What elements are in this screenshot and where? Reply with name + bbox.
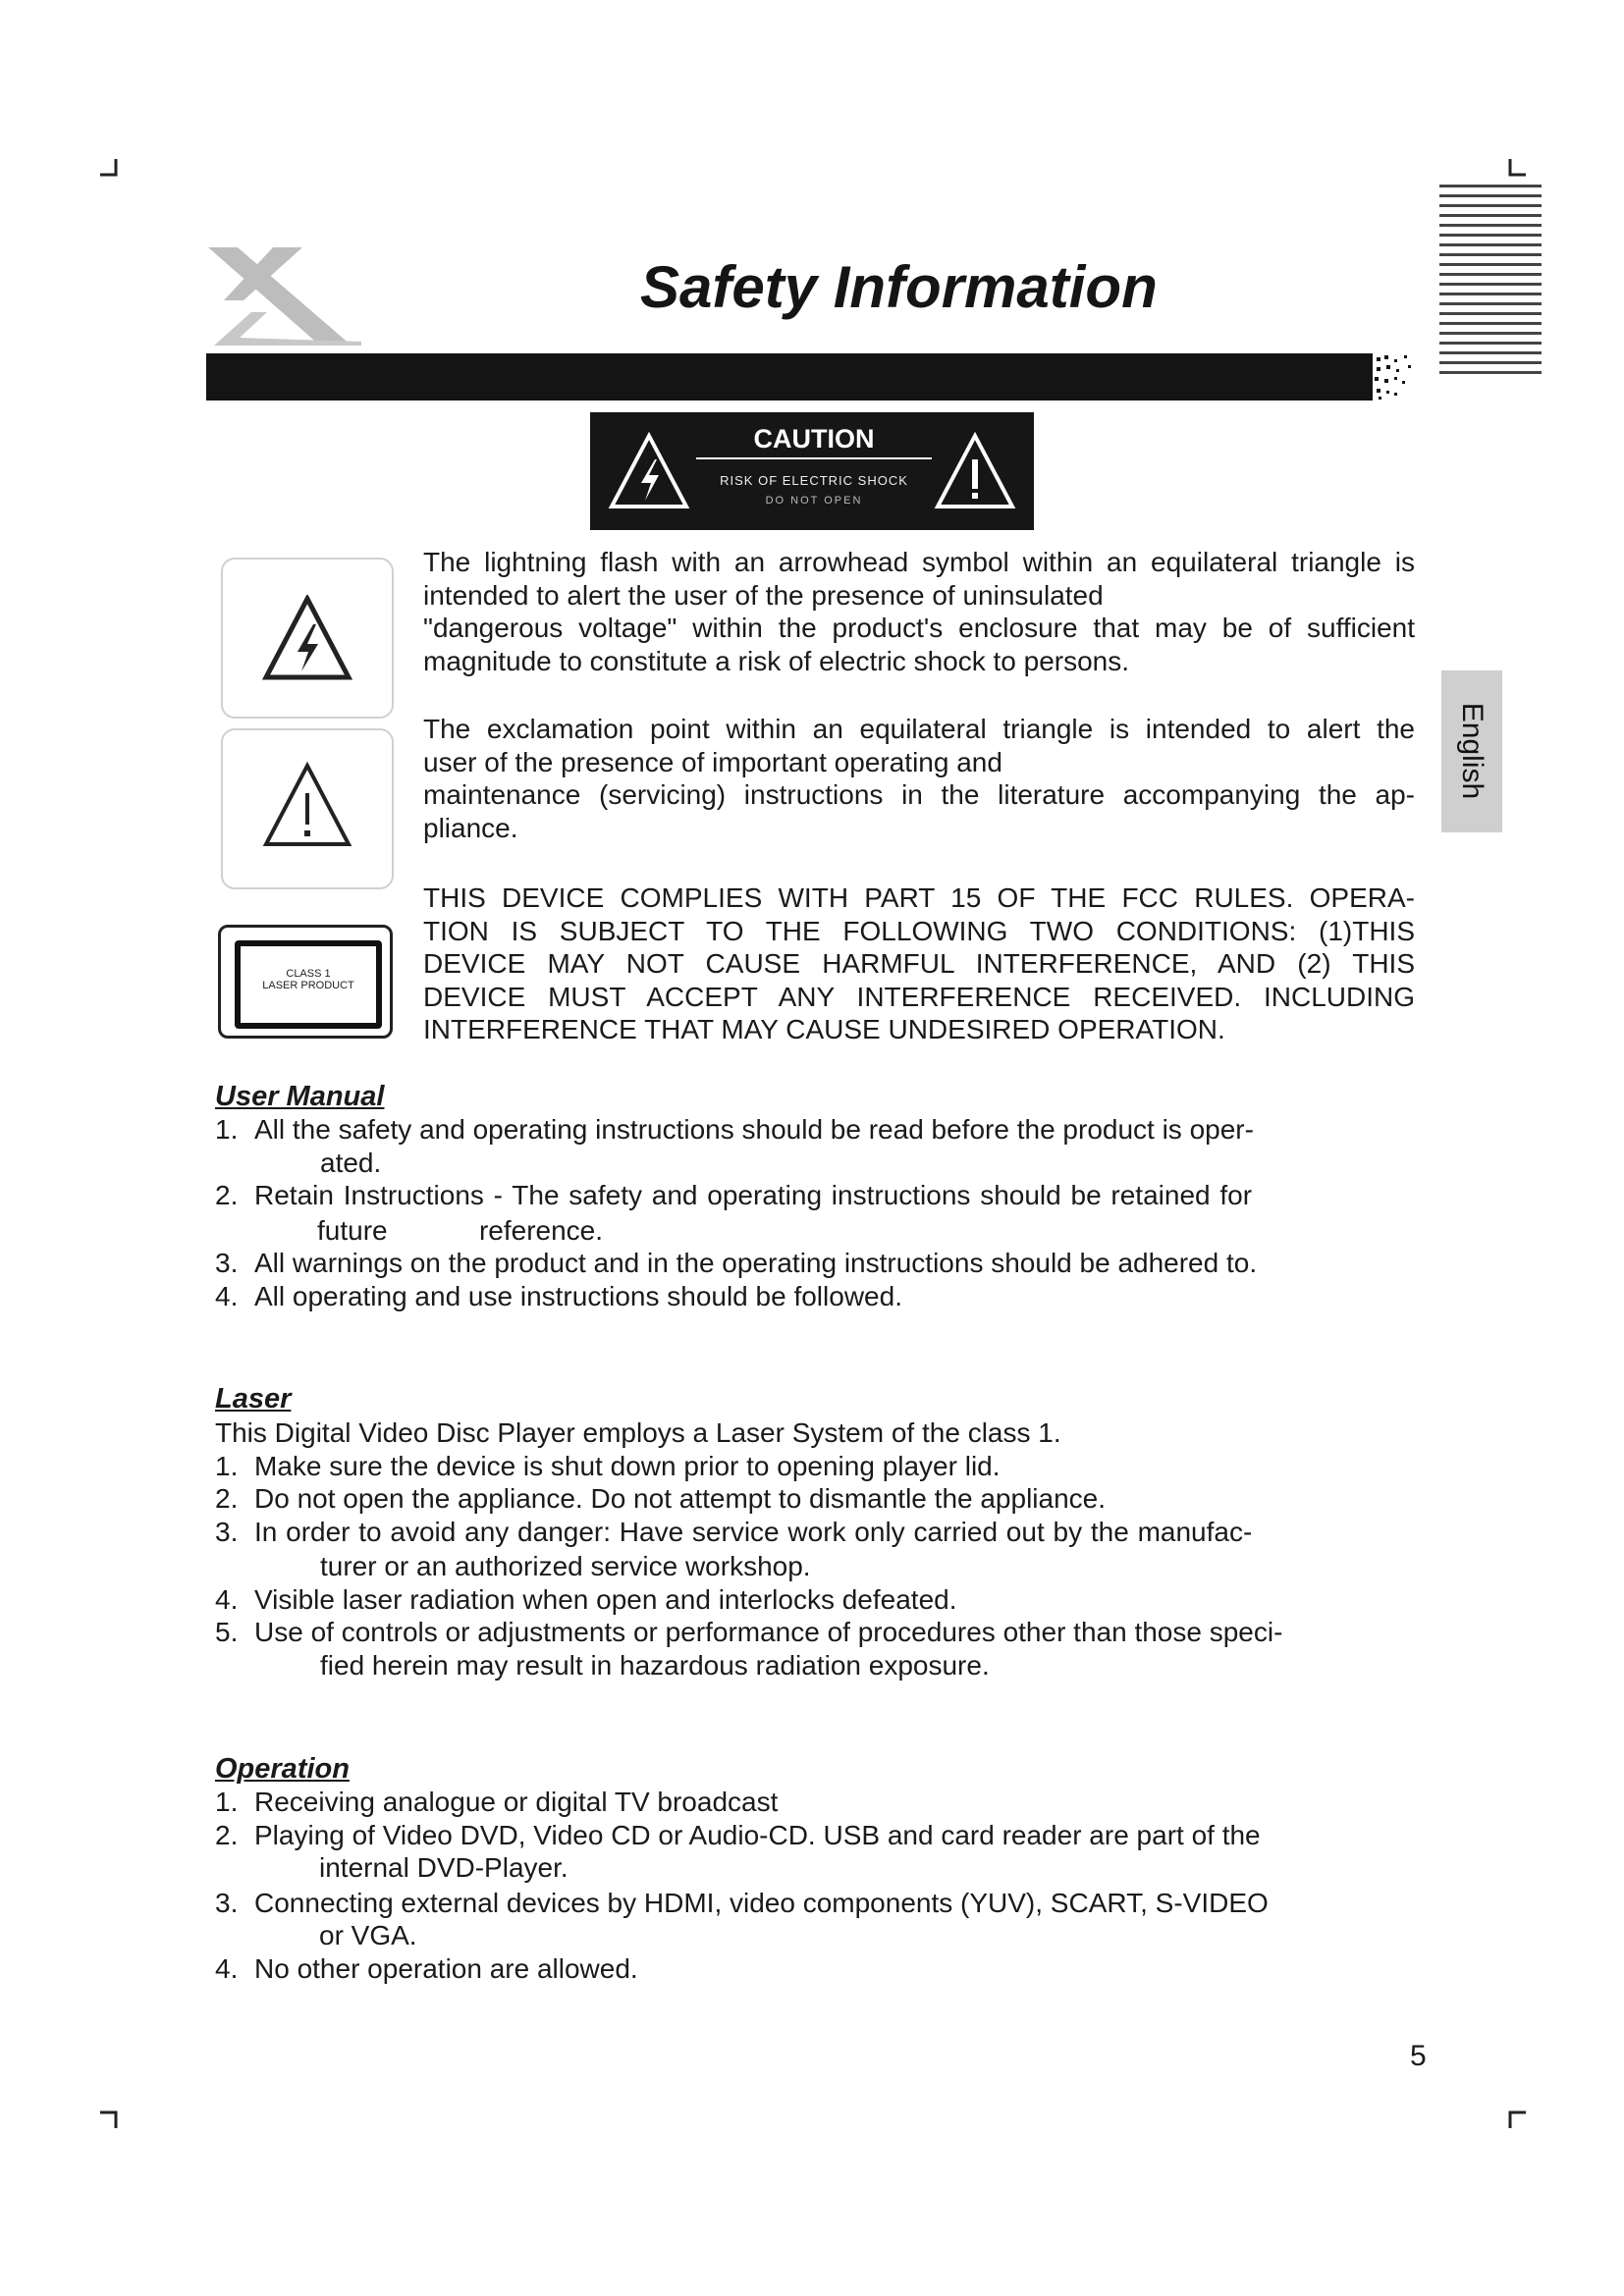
brand-x-logo bbox=[204, 243, 361, 351]
item-text: All operating and use instructions should be followed. bbox=[254, 1280, 902, 1311]
item-text: No other operation are allowed. bbox=[254, 1952, 638, 1984]
item-text: All the safety and operating instructions should be read before the product is oper- bbox=[254, 1114, 1254, 1145]
laser-label-line-2: LASER PRODUCT bbox=[262, 980, 354, 991]
laser-intro: This Digital Video Disc Player employs a Laser System of the class 1. bbox=[215, 1417, 1061, 1448]
item-number: 4. bbox=[215, 1952, 239, 1984]
operation-list bbox=[215, 1786, 1364, 1985]
lightning-paragraph bbox=[423, 546, 1415, 677]
text-line: THIS DEVICE COMPLIES WITH PART 15 OF THE FCC RULES. OPERA- bbox=[423, 882, 1415, 913]
exclamation-warning-icon bbox=[934, 430, 1016, 512]
text-line: TION IS SUBJECT TO THE FOLLOWING TWO CONDITIONS: (1)THIS bbox=[423, 915, 1415, 946]
text-line: "dangerous voltage" within the product's enclosure that may be of sufficient bbox=[423, 613, 1415, 643]
page-number: 5 bbox=[1410, 2040, 1427, 2072]
item-text: Playing of Video DVD, Video CD or Audio-CD. USB and card reader are part of the bbox=[254, 1819, 1261, 1850]
caution-line-2: DO NOT OPEN bbox=[765, 495, 863, 507]
item-continuation: future reference. bbox=[317, 1214, 604, 1246]
item-number: 3. bbox=[215, 1248, 239, 1278]
crop-mark-bottom-right bbox=[1508, 2110, 1526, 2128]
side-decoration-lines bbox=[1439, 185, 1542, 381]
lightning-triangle-icon bbox=[262, 595, 352, 681]
list-item bbox=[215, 1247, 1364, 1280]
language-tab-label: English bbox=[1456, 702, 1489, 800]
item-text: Do not open the appliance. Do not attempt to dismantle the appliance. bbox=[254, 1483, 1107, 1514]
item-continuation: or VGA. bbox=[319, 1920, 417, 1950]
laser-product-label bbox=[218, 925, 393, 1039]
list-item bbox=[215, 1616, 1364, 1649]
text-line: The exclamation point within an equilateral triangle is intended to alert the bbox=[423, 714, 1415, 744]
caution-line-1: RISK OF ELECTRIC SHOCK bbox=[720, 473, 908, 488]
item-text: Make sure the device is shut down prior to opening player lid. bbox=[254, 1450, 1001, 1481]
laser-label-inner bbox=[235, 940, 382, 1029]
item-continuation: internal DVD-Player. bbox=[319, 1852, 568, 1883]
list-item bbox=[215, 1887, 1364, 1920]
laser-list bbox=[215, 1416, 1364, 1682]
operation-heading: Operation bbox=[215, 1753, 350, 1785]
page-title: Safety Information bbox=[640, 254, 1158, 320]
list-item bbox=[215, 1583, 1364, 1617]
text-line: INTERFERENCE THAT MAY CAUSE UNDESIRED OPERATION. bbox=[423, 1014, 1225, 1044]
item-number: 3. bbox=[215, 1887, 239, 1918]
text-line: maintenance (servicing) instructions in the literature accompanying the ap- bbox=[423, 779, 1415, 810]
item-number: 3. bbox=[215, 1516, 239, 1547]
list-item bbox=[215, 1482, 1364, 1516]
list-item bbox=[215, 1179, 1364, 1212]
list-item bbox=[215, 1819, 1364, 1852]
laser-label-line-1: CLASS 1 bbox=[286, 968, 331, 980]
text-line: DEVICE MAY NOT CAUSE HARMFUL INTERFERENCE, AND (2) THIS bbox=[423, 948, 1415, 979]
item-text: Visible laser radiation when open and interlocks defeated. bbox=[254, 1583, 957, 1615]
list-item bbox=[215, 1450, 1364, 1483]
laser-heading: Laser bbox=[215, 1383, 292, 1415]
exclamation-paragraph bbox=[423, 713, 1415, 844]
item-number: 2. bbox=[215, 1819, 239, 1850]
item-text: Receiving analogue or digital TV broadcast bbox=[254, 1787, 779, 1817]
caution-title: CAUTION bbox=[753, 424, 875, 454]
user-manual-list bbox=[215, 1113, 1364, 1312]
text-line: pliance. bbox=[423, 812, 518, 843]
item-number: 4. bbox=[215, 1280, 239, 1311]
item-text: Retain Instructions - The safety and operating instructions should be retained for bbox=[254, 1180, 1253, 1210]
lightning-warning-icon bbox=[608, 430, 690, 512]
list-item bbox=[215, 1280, 1364, 1313]
item-number: 1. bbox=[215, 1114, 239, 1145]
caution-label bbox=[590, 412, 1034, 530]
item-text: Use of controls or adjustments or performance of procedures other than those speci- bbox=[254, 1617, 1283, 1647]
item-number: 2. bbox=[215, 1180, 239, 1210]
crop-mark-top-right bbox=[1508, 159, 1526, 177]
list-item bbox=[215, 1952, 1364, 1986]
item-number: 5. bbox=[215, 1617, 239, 1647]
item-continuation: turer or an authorized service workshop. bbox=[320, 1551, 811, 1581]
text-line: user of the presence of important operating and bbox=[423, 746, 1002, 777]
text-line: magnitude to constitute a risk of electric shock to persons. bbox=[423, 645, 1130, 676]
item-number: 2. bbox=[215, 1483, 239, 1514]
crop-mark-top-left bbox=[100, 159, 118, 177]
text-line: intended to alert the user of the presence of uninsulated bbox=[423, 579, 1104, 611]
item-text: All warnings on the product and in the operating instructions should be adhered to. bbox=[254, 1248, 1258, 1278]
item-continuation: fied herein may result in hazardous radiation exposure. bbox=[320, 1649, 990, 1681]
exclamation-triangle-icon bbox=[262, 762, 352, 848]
lightning-symbol-box bbox=[221, 558, 394, 719]
item-text: In order to avoid any danger: Have service work only carried out by the manufac- bbox=[254, 1516, 1253, 1547]
list-item bbox=[215, 1786, 1364, 1819]
language-tab bbox=[1441, 670, 1502, 832]
crop-mark-bottom-left bbox=[100, 2110, 118, 2128]
text-line: DEVICE MUST ACCEPT ANY INTERFERENCE RECEIVED. INCLUDING bbox=[423, 981, 1415, 1012]
caution-divider bbox=[696, 457, 932, 459]
header-band-dots bbox=[1365, 353, 1424, 400]
item-number: 1. bbox=[215, 1787, 239, 1817]
header-band bbox=[206, 353, 1373, 400]
text-line: The lightning flash with an arrowhead symbol within an equilateral triangle is bbox=[423, 547, 1415, 577]
item-text: Connecting external devices by HDMI, video components (YUV), SCART, S-VIDEO bbox=[254, 1887, 1269, 1918]
item-number: 4. bbox=[215, 1583, 239, 1615]
list-item bbox=[215, 1113, 1364, 1147]
user-manual-heading: User Manual bbox=[215, 1081, 385, 1112]
fcc-paragraph bbox=[423, 881, 1415, 1046]
list-item bbox=[215, 1516, 1364, 1549]
item-number: 1. bbox=[215, 1450, 239, 1481]
exclamation-symbol-box bbox=[221, 728, 394, 889]
item-continuation: ated. bbox=[320, 1147, 382, 1178]
